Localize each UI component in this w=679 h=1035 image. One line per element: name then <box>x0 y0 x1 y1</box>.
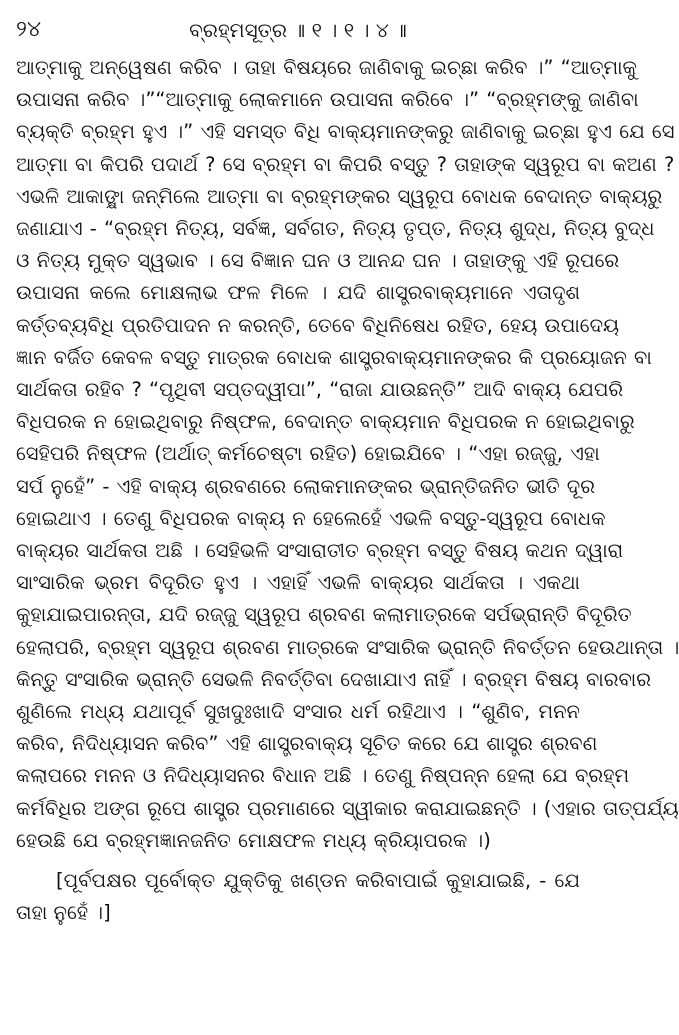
text-line: ସେହିପରି ନିଷ୍ଫଳ (ଅର୍ଥାତ୍ କର୍ମଚେଷ୍ଟା ରହିତ) ହୋଇଯିବେ । “ଏହା ରଜ୍ଜୁ, ଏହା <box>16 442 600 466</box>
text-line: [ପୂର୍ବପକ୍ଷର ପୂର୍ବୋକ୍ତ ଯୁକ୍ତିକୁ ଖଣ୍ଡନ କରିବାପାଇଁ କୁହାଯାଇଛି, - ଯେ <box>56 869 580 893</box>
text-line: ହେଲାପରି, ବ୍ରହ୍ମ ସ୍ୱରୂପ ଶ୍ରବଣ ମାତ୍ରକେ ସଂସାରିକ ଭ୍ରାନ୍ତି ନିବର୍ତ୍ତନ ହେଉଥାନ୍ତା । <box>16 635 679 659</box>
text-line: ଆତ୍ମା ବା କିପରି ପଦାର୍ଥ ? ସେ ବ୍ରହ୍ମ ବା କିପରି ବସ୍ତୁ ? ତାହାଙ୍କ ସ୍ୱରୂପ ବା କଅଣ ? <box>16 152 675 176</box>
paragraph-1 <box>16 52 679 857</box>
text-line: ଜ୍ଞାନ ବର୍ଜିତ କେବଳ ବସ୍ତୁ ମାତ୍ରକ ବୋଧକ ଶାସ୍ତ୍ରବାକ୍ୟମାନଙ୍କର କି ପ୍ରୟୋଜନ ବା <box>16 345 652 369</box>
text-line: ସର୍ପ ନୁହେଁ” - ଏହି ବାକ୍ୟ ଶ୍ରବଣରେ ଲୋକମାନଙ୍କର ଭ୍ରାନ୍ତିଜନିତ ଭୀତି ଦୂର <box>16 474 595 498</box>
text-line: ଏଭଳି ଆକାଙ୍କ୍ଷା ଜନ୍ମିଲେ ଆତ୍ମା ବା ବ୍ରହ୍ମଙ୍କର ସ୍ୱରୂପ ବୋଧକ ବେଦାନ୍ତ ବାକ୍ୟରୁ <box>16 184 663 208</box>
text-line: ସାର୍ଥକତା ରହିବ ? “ପୃଥିବୀ ସପ୍ତଦ୍ୱୀପା”, “ରାଜା ଯାଉଛନ୍ତି” ଆଦି ବାକ୍ୟ ଯେପରି <box>16 378 624 402</box>
paragraph-2 <box>16 865 580 929</box>
text-line: କର୍ମବିଧିର ଅଙ୍ଗ ରୂପେ ଶାସ୍ତ୍ର ପ୍ରମାଣରେ ସ୍ୱୀକାର କରାଯାଇଛନ୍ତି । (ଏହାର ତାତ୍ପର୍ଯ୍ୟ <box>16 796 679 820</box>
running-title: ବ୍ରହ୍ମସୂତ୍ର ॥ ୧ । ୧ । ୪ ॥ <box>189 18 407 42</box>
text-line: ବାକ୍ୟର ସାର୍ଥକତା ଅଛି । ସେହିଭଳି ସଂସାରାତୀତ ବ୍ରହ୍ମ ବସ୍ତୁ ବିଷୟ କଥନ ଦ୍ୱାରା <box>16 539 624 563</box>
text-line: ଉପାସନା କଲେ ମୋକ୍ଷଲାଭ ଫଳ ମିଳେ । ଯଦି ଶାସ୍ତ୍ରବାକ୍ୟମାନେ ଏତାଦୃଶ <box>16 281 580 305</box>
text-line: କିନ୍ତୁ ସଂସାରିକ ଭ୍ରାନ୍ତି ସେଭଳି ନିବର୍ତ୍ତିବା ଦେଖାଯାଏ ନାହିଁ । ବ୍ରହ୍ମ ବିଷୟ ବାରବାର <box>16 667 652 691</box>
page-number: ୨୪ <box>16 17 42 42</box>
text-line: ଶୁଣିଲେ ମଧ୍ୟ ଯଥାପୂର୍ବ ସୁଖଦୁଃଖାଦି ସଂସାର ଧର୍ମ ରହିଥାଏ । “ଶୁଣିବ, ମନନ <box>16 700 580 724</box>
text-line: ବ୍ୟକ୍ତି ବ୍ରହ୍ମ ହୁଏ ।” ଏହି ସମସ୍ତ ବିଧି ବାକ୍ୟମାନଙ୍କରୁ ଜାଣିବାକୁ ଇଚ୍ଛା ହୁଏ ଯେ ସେ <box>16 120 675 144</box>
text-line: ଜଣାଯାଏ - “ବ୍ରହ୍ମ ନିତ୍ୟ, ସର୍ବଜ୍ଞ, ସର୍ବଗତ, ନିତ୍ୟ ତୃପ୍ତ, ନିତ୍ୟ ଶୁଦ୍ଧ, ନିତ୍ୟ ବୁଦ୍ଧ <box>16 217 655 241</box>
text-line: ଉପାସନା କରିବ ।”“ଆତ୍ମାକୁ ଲୋକମାନେ ଉପାସନା କରିବେ ।” “ବ୍ରହ୍ମଙ୍କୁ ଜାଣିବା <box>16 88 639 112</box>
text-line: ହୋଇଥାଏ । ତେଣୁ ବିଧିପରକ ବାକ୍ୟ ନ ହେଲେହେଁ ଏଭଳି ବସ୍ତୁ-ସ୍ୱରୂପ ବୋଧକ <box>16 506 606 530</box>
text-line: ସାଂସାରିକ ଭ୍ରମ ବିଦୂରିତ ହୁଏ । ଏହାହିଁ ଏଭଳି ବାକ୍ୟର ସାର୍ଥକତା । ଏକଥା <box>16 571 580 595</box>
text-line: ଓ ନିତ୍ୟ ମୁକ୍ତ ସ୍ୱଭାବ । ସେ ବିଜ୍ଞାନ ଘନ ଓ ଆନନ୍ଦ ଘନ । ତାହାଙ୍କୁ ଏହି ରୂପରେ <box>16 249 620 273</box>
text-line: କଲାପରେ ମନନ ଓ ନିଦିଧ୍ୟାସନର ବିଧାନ ଅଛି । ତେଣୁ ନିଷ୍ପନ୍ନ ହେଲା ଯେ ବ୍ରହ୍ମ <box>16 764 630 788</box>
text-line: କରିବ, ନିଦିଧ୍ୟାସନ କରିବ” ଏହି ଶାସ୍ତ୍ରବାକ୍ୟ ସୂଚିତ କରେ ଯେ ଶାସ୍ତ୍ର ଶ୍ରବଣ <box>16 732 598 756</box>
text-line: ଆତ୍ମାକୁ ଅନ୍ୱେଷଣ କରିବ । ତାହା ବିଷୟରେ ଜାଣିବାକୁ ଇଚ୍ଛା କରିବ ।” “ଆତ୍ମାକୁ <box>16 56 637 79</box>
text-line: ହେଉଛି ଯେ ବ୍ରହ୍ମଜ୍ଞାନଜନିତ ମୋକ୍ଷଫଳ ମଧ୍ୟ କ୍ରିୟାପରକ ।) <box>16 828 491 852</box>
text-line: କୁହାଯାଇପାରନ୍ତା, ଯଦି ରଜ୍ଜୁ ସ୍ୱରୂପ ଶ୍ରବଣ କଲାମାତ୍ରକେ ସର୍ପଭ୍ରାନ୍ତି ବିଦୂରିତ <box>16 603 632 627</box>
page-header <box>16 10 580 50</box>
text-line: ତାହା ନୁହେଁ ।] <box>16 901 111 925</box>
text-line: କର୍ତ୍ତବ୍ୟବିଧି ପ୍ରତିପାଦନ ନ କରନ୍ତି, ତେବେ ବିଧିନିଷେଧ ରହିତ, ହେୟ ଉପାଦେୟ <box>16 313 620 337</box>
text-line: ବିଧିପରକ ନ ହୋଇଥିବାରୁ ନିଷ୍ଫଳ, ବେଦାନ୍ତ ବାକ୍ୟମାନ ବିଧିପରକ ନ ହୋଇଥିବାରୁ <box>16 410 635 434</box>
